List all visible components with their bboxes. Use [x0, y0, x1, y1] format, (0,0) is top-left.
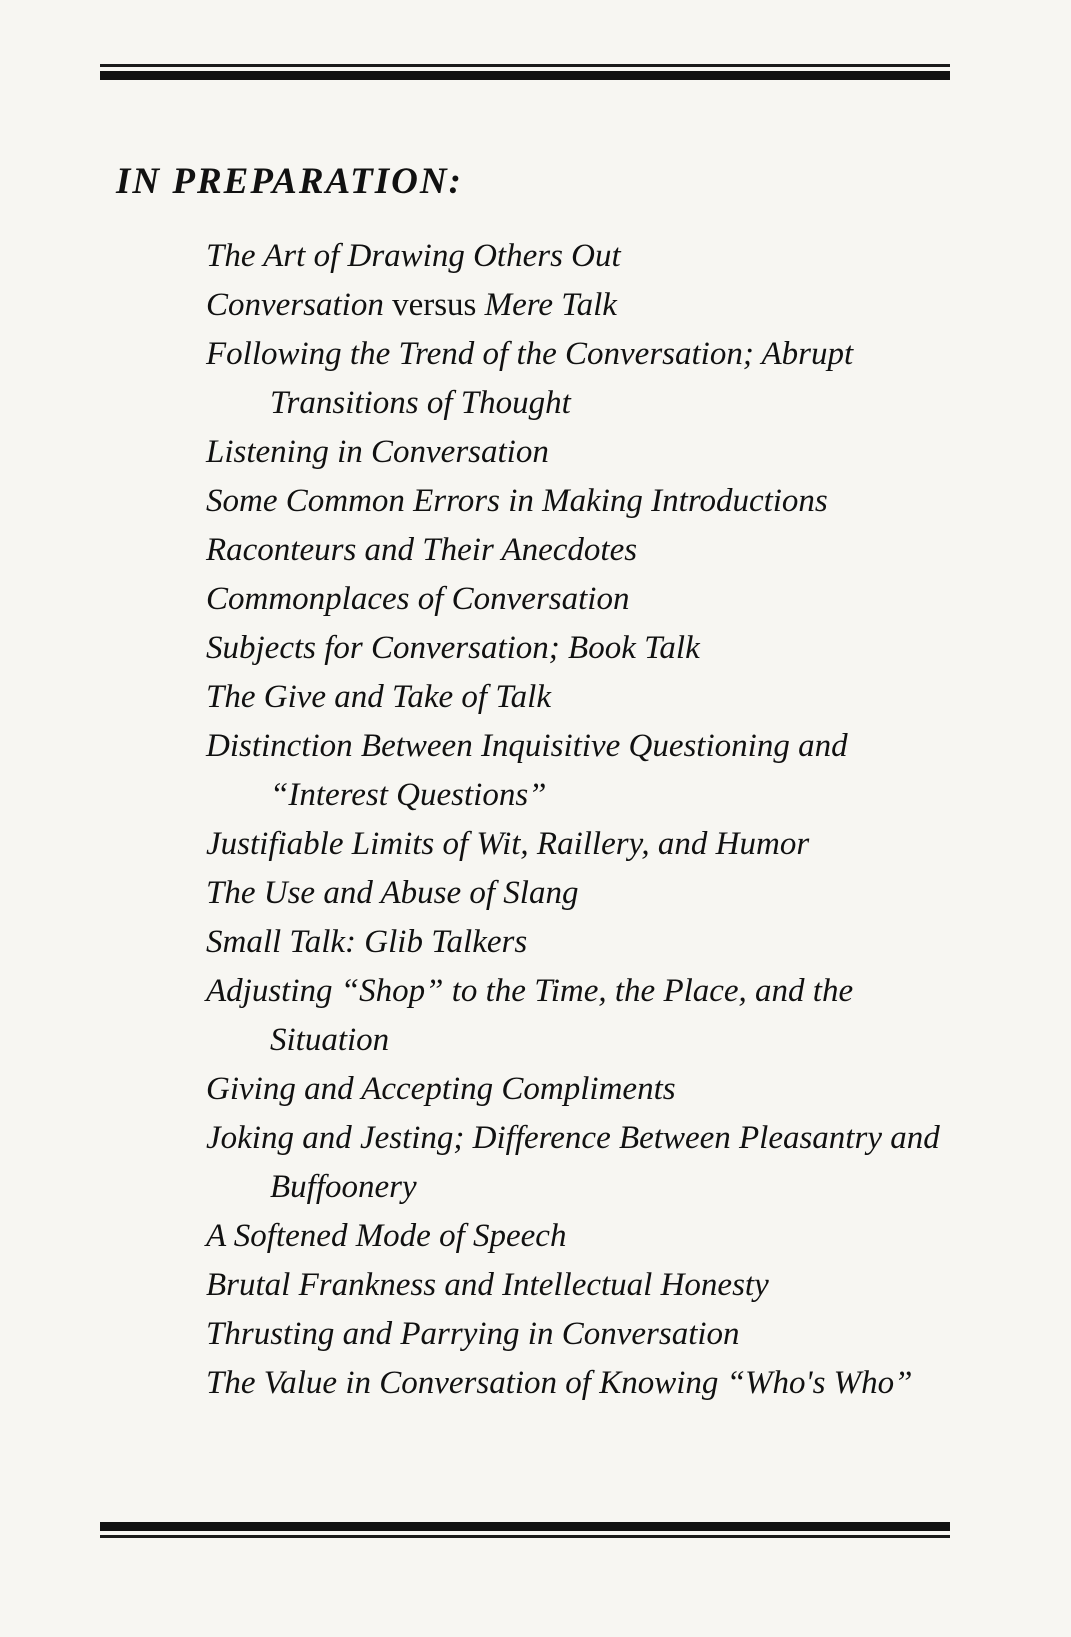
- list-item: Following the Trend of the Conversation; Abrupt Transitions of Thought: [206, 336, 854, 421]
- list-item-part: Mere Talk: [484, 287, 617, 323]
- page-heading: IN PREPARATION:: [116, 161, 463, 202]
- top-rule-thick-line: [100, 71, 950, 80]
- list-item: The Give and Take of Talk: [206, 679, 551, 715]
- list-item: [206, 281, 966, 330]
- list-item: The Value in Conversation of Knowing “Who's Who”: [206, 1365, 913, 1401]
- list-item: Commonplaces of Conversation: [206, 581, 630, 617]
- list-item: Small Talk: Glib Talkers: [206, 924, 528, 960]
- title-list: [206, 232, 966, 1408]
- list-item: Raconteurs and Their Anecdotes: [206, 532, 638, 568]
- list-item: Joking and Jesting; Difference Between Pleasantry and Buffoonery: [206, 1120, 940, 1205]
- list-item-part: Conversation: [206, 287, 384, 323]
- list-item-part: versus: [383, 287, 485, 323]
- list-item: Justifiable Limits of Wit, Raillery, and Humor: [206, 826, 810, 862]
- bottom-double-rule: [100, 1522, 950, 1538]
- list-item: Distinction Between Inquisitive Questioning and “Interest Questions”: [206, 728, 848, 813]
- top-double-rule: [100, 64, 950, 80]
- list-item: Some Common Errors in Making Introductions: [206, 483, 828, 519]
- list-item: Adjusting “Shop” to the Time, the Place, and the Situation: [206, 973, 854, 1058]
- list-item: The Use and Abuse of Slang: [206, 875, 579, 911]
- list-item: Subjects for Conversation; Book Talk: [206, 630, 700, 666]
- list-item: Giving and Accepting Compliments: [206, 1071, 676, 1107]
- list-item: Thrusting and Parrying in Conversation: [206, 1316, 740, 1352]
- list-item: The Art of Drawing Others Out: [206, 238, 621, 274]
- list-item: A Softened Mode of Speech: [206, 1218, 567, 1254]
- list-item: Brutal Frankness and Intellectual Honesty: [206, 1267, 769, 1303]
- bottom-rule-thin-line: [100, 1535, 950, 1538]
- bottom-rule-thick-line: [100, 1522, 950, 1531]
- list-item: Listening in Conversation: [206, 434, 549, 470]
